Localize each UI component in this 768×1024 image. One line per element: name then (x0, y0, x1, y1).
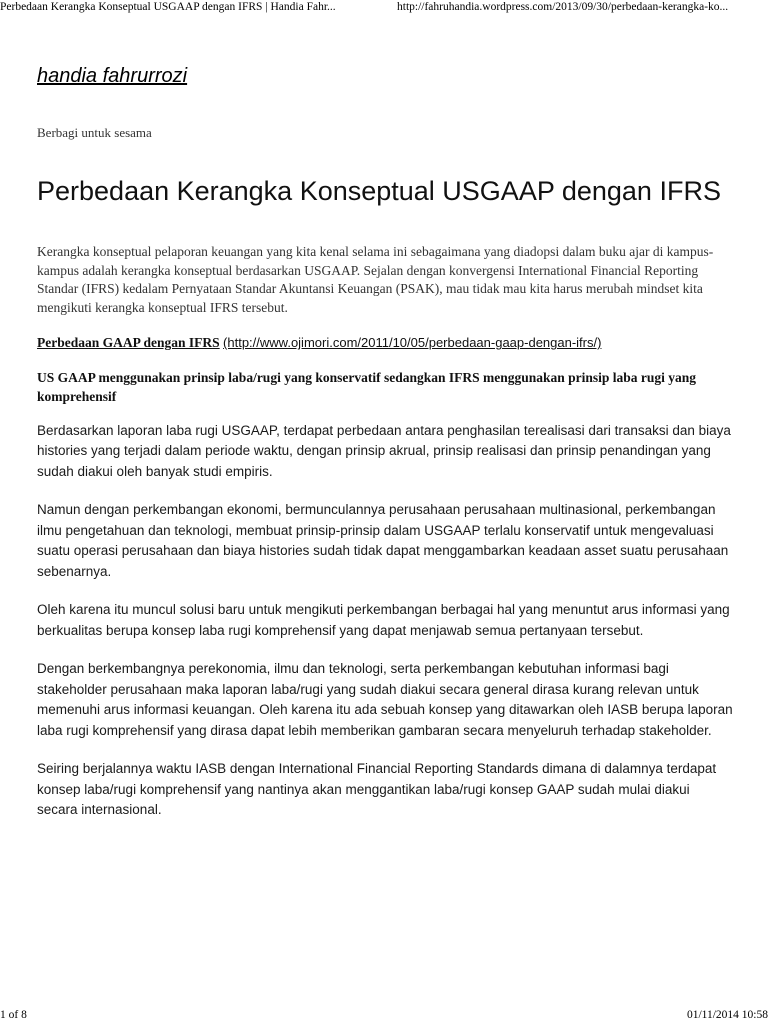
body-paragraph: Oleh karena itu muncul solusi baru untuk mengikuti perkembangan berbagai hal yang menuntut arus informasi yang berkualitas berupa konsep laba rugi komprehensif yang dapat menjawab semua pertanyaan tersebut. (37, 602, 730, 638)
print-header-url: http://fahruhandia.wordpress.com/2013/09/30/perbedaan-kerangka-ko... (397, 1, 729, 13)
body-paragraph: Namun dengan perkembangan ekonomi, bermunculannya perusahaan perusahaan multinasional, perkembangan ilmu pengetahuan dan teknologi, membuat prinsip-prinsip dalam USGAAP terlalu konservatif untuk mengevaluasi suatu operasi perusahaan dan biaya histories sudah tidak dapat menggambarkan keadaan asset suatu perusahaan sebenarnya. (37, 502, 729, 579)
page-content (37, 62, 733, 821)
body-paragraph: Berdasarkan laporan laba rugi USGAAP, terdapat perbedaan antara penghasilan terealisasi dari transaksi dan biaya histories yang terjadi dalam periode waktu, dengan prinsip akrual, prinsip realisasi dan prinsip penandingan yang sudah diakui oleh banyak studi empiris. (37, 422, 731, 479)
reference-url-link[interactable]: (http://www.ojimori.com/2011/10/05/perbedaan-gaap-dengan-ifrs/) (223, 335, 602, 351)
site-title-link[interactable]: handia fahrurrozi (37, 65, 188, 87)
print-header-page-title: Perbedaan Kerangka Konseptual USGAAP dengan IFRS | Handia Fahr... (0, 1, 336, 13)
body-paragraph: Dengan berkembangnya perekonomia, ilmu dan teknologi, serta perkembangan kebutuhan informasi bagi stakeholder perusahaan maka laporan laba/rugi yang sudah diakui secara general dirasa kurang relevan untuk memenuhi arus informasi keuangan. Oleh karena itu ada sebuah konsep yang ditawarkan oleh IASB berupa laporan laba rugi komprehensif yang dirasa dapat lebih memberikan gambaran secara menyeluruh terhadap stakeholder. (37, 661, 733, 738)
reference-label-link[interactable]: Perbedaan GAAP dengan IFRS (37, 335, 220, 351)
site-tagline: Berbagi untuk sesama (37, 125, 152, 140)
print-footer (0, 1008, 768, 1024)
body-paragraph: Seiring berjalannya waktu IASB dengan International Financial Reporting Standards dimana di dalamnya terdapat konsep laba/rugi komprehensif yang nantinya akan menggantikan laba/rugi konsep GAAP sudah mulai diakui secara internasional. (37, 761, 717, 818)
reference-line (37, 334, 733, 352)
post-title: Perbedaan Kerangka Konseptual USGAAP dengan IFRS (37, 176, 721, 206)
print-datetime: 01/11/2014 10:58 (686, 1009, 768, 1021)
section-heading: US GAAP menggunakan prinsip laba/rugi yang konservatif sedangkan IFRS menggunakan prinsip laba rugi yang komprehensif (37, 370, 697, 404)
print-header (0, 0, 768, 14)
post-intro: Kerangka konseptual pelaporan keuangan yang kita kenal selama ini sebagaimana yang diadopsi dalam buku ajar di kampus-kampus adalah kerangka konseptual berdasarkan USGAAP. Sejalan dengan konvergensi International Financial Reporting Standar (IFRS) kedalam Pernyataan Standar Akuntansi Keuangan (PSAK), mau tidak mau kita harus merubah mindset kita mengikuti kerangka konseptual IFRS tersebut. (37, 244, 714, 315)
page-counter: 1 of 8 (0, 1009, 27, 1021)
